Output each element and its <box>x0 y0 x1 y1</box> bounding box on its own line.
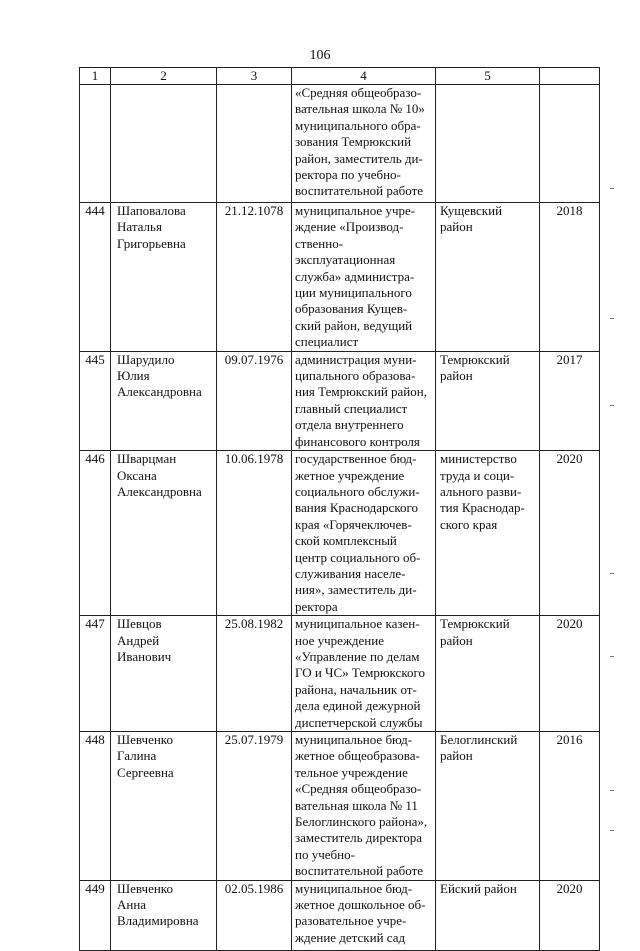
page-number: 106 <box>309 48 331 63</box>
margin-mark <box>610 830 614 831</box>
margin-mark <box>610 318 614 319</box>
region: Темрюкский район <box>436 616 540 732</box>
birth-date: 25.08.1982 <box>217 616 292 732</box>
person-name: Шевченко Анна Владимировна <box>111 880 217 950</box>
person-name: Шаповалова Наталья Григорьевна <box>111 203 217 352</box>
table-header-row <box>80 68 600 85</box>
birth-date: 10.06.1978 <box>217 451 292 616</box>
margin-mark <box>610 405 614 406</box>
table-row <box>80 351 600 450</box>
person-name: Шварцман Оксана Александровна <box>111 451 217 616</box>
position-description: муниципальное бюд- жетное общеобразова- тельное учреждение «Средняя общеобразо- вательная школа № 11 Белоглинского района», заместитель директора по учебно- воспитательной работе <box>292 732 436 881</box>
margin-mark <box>610 573 614 574</box>
row-number: 447 <box>80 616 111 732</box>
position-description: государственное бюд- жетное учреждение социального обслужи- вания Краснодарского края «Горячеключев- ской комплексный центр социального об- служивания населе- ния», заместитель ди- ректора <box>292 451 436 616</box>
region: Темрюкский район <box>436 351 540 450</box>
row-number <box>80 85 111 203</box>
year: 2018 <box>540 203 600 352</box>
position-description: муниципальное бюд- жетное дошкольное об- разовательное учре- ждение детский сад <box>292 880 436 950</box>
header-col-1: 1 <box>80 68 111 85</box>
row-number: 444 <box>80 203 111 352</box>
row-number: 448 <box>80 732 111 881</box>
position-description: администрация муни- ципального образова- ния Темрюкский район, главный специалист отдела внутреннего финансового контроля <box>292 351 436 450</box>
header-col-2: 2 <box>111 68 217 85</box>
row-number: 445 <box>80 351 111 450</box>
birth-date: 21.12.1078 <box>217 203 292 352</box>
row-number: 446 <box>80 451 111 616</box>
table-row <box>80 451 600 616</box>
position-description: муниципальное казен- ное учреждение «Управление по делам ГО и ЧС» Темрюкского района, начальник от- дела единой дежурной диспетчерской службы <box>292 616 436 732</box>
header-col-3: 3 <box>217 68 292 85</box>
margin-mark <box>610 656 614 657</box>
person-name: Шарудило Юлия Александровна <box>111 351 217 450</box>
table-row <box>80 732 600 881</box>
region: Белоглинский район <box>436 732 540 881</box>
person-name: Шевченко Галина Сергеевна <box>111 732 217 881</box>
table-row <box>80 880 600 950</box>
margin-mark <box>610 188 614 189</box>
year: 2017 <box>540 351 600 450</box>
year: 2020 <box>540 451 600 616</box>
region: министерство труда и соци- ального разви- тия Краснодар- ского края <box>436 451 540 616</box>
year: 2020 <box>540 616 600 732</box>
header-col-4: 4 <box>292 68 436 85</box>
position-description: «Средняя общеобразо- вательная школа № 10» муниципального обра- зования Темрюкский район, заместитель ди- ректора по учебно- воспитательной работе <box>292 85 436 203</box>
position-description: муниципальное учре- ждение «Производ- ственно- эксплуатационная служба» администра- ции муниципального образования Кущев- ский район, ведущий специалист <box>292 203 436 352</box>
margin-mark <box>610 790 614 791</box>
table-row <box>80 203 600 352</box>
region: Ейский район <box>436 880 540 950</box>
row-number: 449 <box>80 880 111 950</box>
person-name: Шевцов Андрей Иванович <box>111 616 217 732</box>
birth-date <box>217 85 292 203</box>
person-name <box>111 85 217 203</box>
region <box>436 85 540 203</box>
birth-date: 25.07.1979 <box>217 732 292 881</box>
birth-date: 09.07.1976 <box>217 351 292 450</box>
year: 2016 <box>540 732 600 881</box>
header-col-6 <box>540 68 600 85</box>
registry-table <box>79 67 600 951</box>
table-row <box>80 85 600 203</box>
header-col-5: 5 <box>436 68 540 85</box>
year: 2020 <box>540 880 600 950</box>
region: Кущевский район <box>436 203 540 352</box>
year <box>540 85 600 203</box>
birth-date: 02.05.1986 <box>217 880 292 950</box>
table-row <box>80 616 600 732</box>
